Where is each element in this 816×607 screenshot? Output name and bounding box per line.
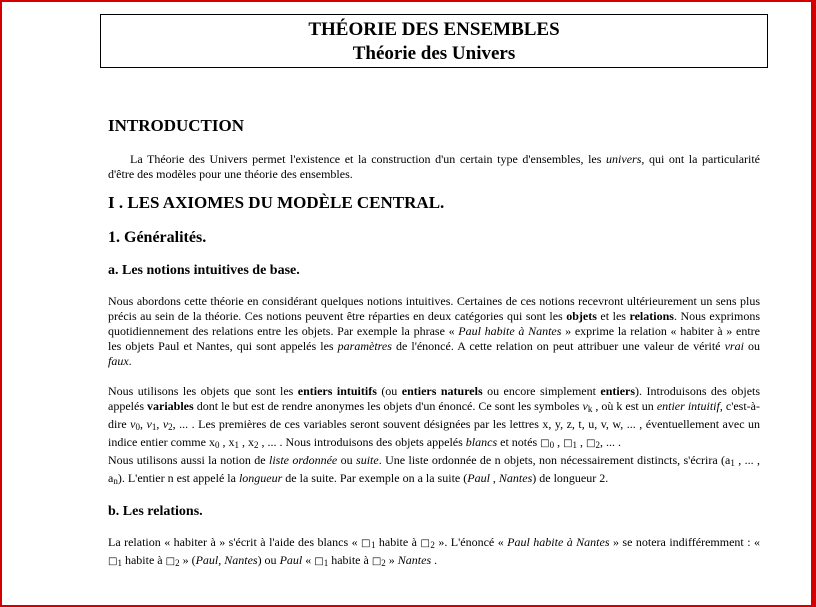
subsection-b-heading: b. Les relations.	[108, 504, 203, 519]
subsection-a-heading: a. Les notions intuitives de base.	[108, 263, 300, 278]
introduction-paragraph: La Théorie des Univers permet l'existence et la construction d'un certain type d'ensembles, les univers, qui ont la particularité d'être des modèles pour une théorie des ensembles.	[108, 152, 761, 181]
part-1-heading: I . LES AXIOMES DU MODÈLE CENTRAL.	[108, 193, 445, 212]
window-edge	[811, 2, 814, 605]
title-box	[100, 14, 768, 68]
paragraph-variables: Nous utilisons les objets que sont les entiers intuitifs (ou entiers naturels ou encore simplement entiers). Introduisons des objets appelés variables dont le but est de rendre anonymes les objets d'un énoncé. Ce sont les symboles $v_k$ , où k est un entier intuitif, c'est-à-dire $v_0$, $v_1$, $v_2$, ... . Les premières de ces variables seront souvent désignées par les lettres x, y, z, t, u, v, w, ... , éventuellement avec un indice entier comme $x_0$ , $x_1$ , $x_2$ , ... . Nous introduisons des objets appelés blancs et notés $□_0$ , $□_1$ , $□_2$, ... .	[108, 384, 761, 450]
paragraph-ordered-list: Nous utilisons aussi la notion de liste ordonnée ou suite. Une liste ordonnée de n objets, non nécessairement distincts, s'écrira ($a_1$ , ... , $a_n$). L'entier n est appelé la longueur de la suite. Par exemple on a la suite (Paul , Nantes) de longueur 2.	[108, 453, 761, 486]
document-subtitle: Théorie des Univers	[352, 43, 516, 64]
paragraph-intuitive-notions: Nous abordons cette théorie en considérant quelques notions intuitives. Certaines de ces notions recevront ultérieurement un sens plus précis au sein de la théorie. Ces notions peuvent être réparties en deux catégories qui sont les objets et les relations. Nous exprimons quotidiennement des relations entre les objets. Par exemple la phrase « Paul habite à Nantes » exprime la relation « habiter à » entre les objets Paul et Nantes, qui sont appelés les paramètres de l'énoncé. A cette relation on peut attribuer une valeur de vérité vrai ou faux.	[108, 294, 760, 368]
document-title: THÉORIE DES ENSEMBLES	[308, 19, 560, 40]
paragraph-relations: La relation « habiter à » s'écrit à l'aide des blancs « $□_1$ habite à $□_2$ ». L'énoncé « Paul habite à Nantes » se notera indifféremment : « $□_1$ habite à $□_2$ » (Paul, Nantes) ou Paul « $□_1$ habite à $□_2$ » Nantes .	[108, 535, 760, 568]
section-1-heading: 1. Généralités.	[108, 229, 207, 246]
document-body	[108, 110, 760, 571]
introduction-heading: INTRODUCTION	[108, 116, 245, 135]
